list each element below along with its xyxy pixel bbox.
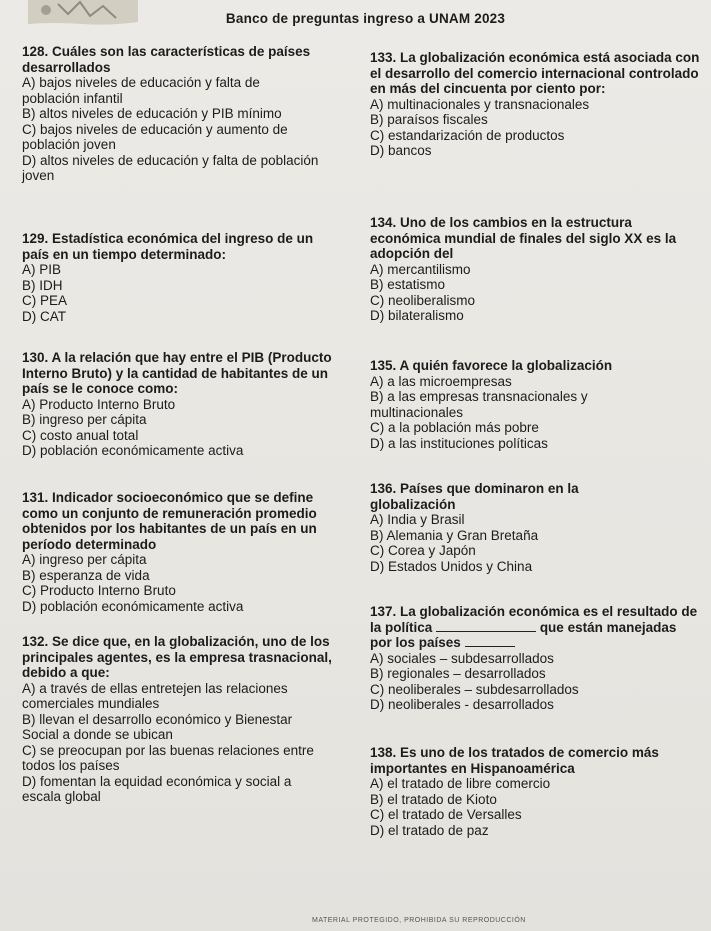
stem-part-1: 137. La globalización económica es el resultado de la política bbox=[370, 604, 698, 635]
question-129 bbox=[22, 231, 352, 324]
option-a: A) a las microempresas bbox=[370, 373, 512, 389]
option-b: B) llevan el desarrollo económico y Bienestar Social a donde se ubican bbox=[22, 711, 293, 742]
question-stem: 133. La globalización económica está asociada con el desarrollo del comercio internacional controlado en más del cincuenta por ciento por: bbox=[370, 50, 700, 96]
option-c: C) el tratado de Versalles bbox=[370, 807, 522, 822]
option-b: B) altos niveles de educación y PIB mínimo bbox=[22, 106, 282, 121]
option-d: D) fomentan la equidad económica y social a escala global bbox=[22, 773, 292, 804]
option-a: A) mercantilismo bbox=[370, 261, 471, 277]
option-d: D) CAT bbox=[22, 308, 66, 324]
question-stem: 132. Se dice que, en la globalización, uno de los principales agentes, es la empresa trasnacional, debido a que: bbox=[22, 634, 332, 680]
option-d: D) población económicamente activa bbox=[22, 598, 244, 614]
answer-blank bbox=[465, 636, 515, 647]
option-c: C) costo anual total bbox=[22, 427, 139, 443]
option-d: D) población económicamente activa bbox=[22, 443, 244, 458]
option-b: B) paraísos fiscales bbox=[370, 112, 488, 127]
option-a: A) India y Brasil bbox=[370, 512, 465, 527]
question-131 bbox=[22, 490, 352, 614]
option-c: C) neoliberales – subdesarrollados bbox=[370, 681, 579, 697]
question-stem bbox=[370, 604, 700, 651]
option-c: C) bajos niveles de educación y aumento de población joven bbox=[22, 121, 288, 152]
option-d: D) el tratado de paz bbox=[370, 822, 489, 838]
option-a: A) Producto Interno Bruto bbox=[22, 396, 176, 412]
question-stem: 136. Países que dominaron en la globalización bbox=[370, 481, 579, 512]
question-stem: 134. Uno de los cambios en la estructura económica mundial de finales del siglo XX es la adopción del bbox=[370, 215, 677, 261]
question-133 bbox=[370, 50, 700, 159]
question-132 bbox=[22, 634, 352, 805]
option-b: B) esperanza de vida bbox=[22, 567, 150, 583]
option-c: C) a la población más pobre bbox=[370, 420, 539, 435]
option-a: A) multinacionales y transnacionales bbox=[370, 96, 590, 112]
option-c: C) estandarización de productos bbox=[370, 127, 565, 143]
option-b: B) estatismo bbox=[370, 277, 446, 292]
option-a: A) el tratado de libre comercio bbox=[370, 776, 551, 791]
option-c: C) Producto Interno Bruto bbox=[22, 583, 176, 598]
page-title: Banco de preguntas ingreso a UNAM 2023 bbox=[225, 11, 506, 26]
question-stem: 138. Es uno de los tratados de comercio más importantes en Hispanoamérica bbox=[370, 745, 659, 776]
option-d: D) bancos bbox=[370, 143, 432, 158]
stem-part-3: están manejadas por los países bbox=[370, 619, 677, 650]
option-c: C) neoliberalismo bbox=[370, 292, 476, 308]
question-stem: 131. Indicador socioeconómico que se define como un conjunto de remuneración promedio obtenidos por los habitantes de un país en un período determinado bbox=[22, 490, 317, 552]
option-b: B) IDH bbox=[22, 277, 63, 293]
option-d: D) a las instituciones políticas bbox=[370, 435, 548, 451]
option-d: D) altos niveles de educación y falta de población joven bbox=[22, 152, 319, 183]
option-b: B) ingreso per cápita bbox=[22, 412, 147, 427]
option-b: B) regionales – desarrollados bbox=[370, 666, 546, 681]
option-d: D) bilateralismo bbox=[370, 308, 464, 323]
question-stem: 135. A quién favorece la globalización bbox=[370, 358, 613, 373]
question-136 bbox=[370, 481, 700, 574]
stem-part-2: que bbox=[539, 619, 564, 635]
answer-blank bbox=[436, 621, 536, 632]
question-stem: 128. Cuáles son las características de países desarrollados bbox=[22, 44, 311, 75]
question-135 bbox=[370, 358, 700, 451]
footer-watermark: MATERIAL PROTEGIDO, PROHIBIDA SU REPRODUCCIÓN bbox=[312, 917, 526, 924]
question-138 bbox=[370, 745, 700, 838]
option-a: A) PIB bbox=[22, 262, 62, 277]
option-a: A) bajos niveles de educación y falta de población infantil bbox=[22, 75, 260, 106]
option-c: C) PEA bbox=[22, 293, 68, 308]
option-a: A) a través de ellas entretejen las relaciones comerciales mundiales bbox=[22, 680, 288, 711]
question-134 bbox=[370, 215, 705, 324]
option-b: B) el tratado de Kioto bbox=[370, 791, 497, 807]
option-b: B) a las empresas transnacionales y multinacionales bbox=[370, 389, 588, 420]
option-a: A) ingreso per cápita bbox=[22, 552, 147, 567]
question-137 bbox=[370, 604, 705, 713]
option-d: D) Estados Unidos y China bbox=[370, 558, 533, 574]
option-a: A) sociales – subdesarrollados bbox=[370, 650, 554, 666]
question-130 bbox=[22, 350, 352, 459]
question-stem: 129. Estadística económica del ingreso de un país en un tiempo determinado: bbox=[22, 231, 314, 262]
option-d: D) neoliberales - desarrollados bbox=[370, 697, 554, 712]
question-128 bbox=[22, 44, 352, 184]
option-c: C) se preocupan por las buenas relaciones entre todos los países bbox=[22, 742, 314, 773]
option-b: B) Alemania y Gran Bretaña bbox=[370, 527, 539, 543]
question-stem: 130. A la relación que hay entre el PIB (Producto Interno Bruto) y la cantidad de habitantes de un país se le conoce como: bbox=[22, 350, 332, 396]
option-c: C) Corea y Japón bbox=[370, 543, 476, 558]
